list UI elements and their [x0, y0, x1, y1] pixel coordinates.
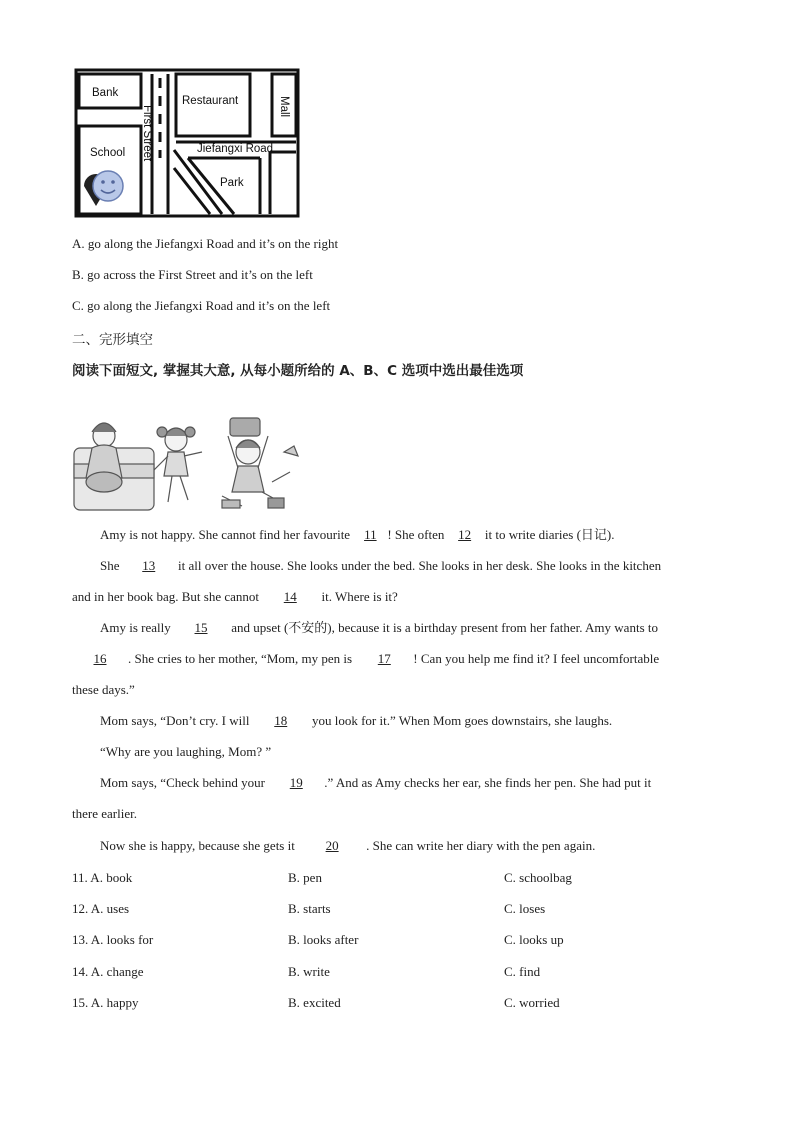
blank-11: 11: [364, 527, 377, 542]
option-c: C. worried: [504, 995, 560, 1010]
passage-paragraph-6-cont: there earlier.: [72, 806, 137, 821]
passage-illustration: [72, 412, 304, 516]
blank-20: 20: [325, 838, 339, 853]
blank-15: 15: [194, 620, 208, 635]
option-b: B. excited: [288, 995, 341, 1010]
option-b: B. starts: [288, 901, 331, 916]
option-a: 11. A. book: [72, 870, 133, 885]
map-label-first-street: First Street: [141, 105, 153, 162]
section-title: 二、完形填空: [72, 332, 153, 348]
blank-19: 19: [289, 775, 303, 790]
passage-paragraph-2: She 13 it all over the house. She looks under the bed. She looks in her desk. She looks in the kitchen: [72, 550, 750, 581]
option-a: 14. A. change: [72, 964, 144, 979]
question-10-option-c: C. go along the Jiefangxi Road and it’s on the left: [72, 298, 331, 313]
blank-17: 17: [377, 651, 391, 666]
question-12: [72, 901, 722, 921]
question-11: [72, 870, 722, 890]
passage-paragraph-1: Amy is not happy. She cannot find her favourite 11 ! She often 12 it to write diaries (日记).: [72, 519, 750, 550]
passage-paragraph-3-end: these days.”: [72, 682, 135, 697]
option-c: C. looks up: [504, 932, 564, 947]
map-label-school: School: [90, 147, 126, 159]
passage-paragraph-4: Mom says, “Don’t cry. I will 18 you look for it.” When Mom goes downstairs, she laughs.: [72, 705, 750, 736]
question-14: [72, 964, 722, 984]
map-label-mall: Mall: [278, 96, 290, 118]
blank-12: 12: [458, 527, 472, 542]
option-a: 13. A. looks for: [72, 932, 154, 947]
blank-14: 14: [283, 589, 297, 604]
question-10-option-a: A. go along the Jiefangxi Road and it’s on the right: [72, 236, 339, 251]
section-instruction: 阅读下面短文, 掌握其大意, 从每小题所给的 A、B、C 选项中选出最佳选项: [72, 363, 524, 379]
street-map: [74, 68, 300, 218]
passage-paragraph-5: “Why are you laughing, Mom? ”: [100, 744, 272, 759]
option-c: C. schoolbag: [504, 870, 572, 885]
passage-paragraph-6: Mom says, “Check behind your 19 .” And as Amy checks her ear, she finds her pen. She had put it: [72, 767, 750, 798]
question-13: [72, 932, 722, 952]
blank-16: 16: [93, 651, 107, 666]
map-label-park: Park: [220, 177, 244, 189]
option-b: B. pen: [288, 870, 322, 885]
blank-13: 13: [142, 558, 156, 573]
question-10-option-b: B. go across the First Street and it’s on the left: [72, 267, 313, 282]
passage-paragraph-3: Amy is really 15 and upset (不安的), because it is a birthday present from her father. Amy wants to: [72, 612, 750, 643]
option-b: B. write: [288, 964, 330, 979]
passage-paragraph-7: Now she is happy, because she gets it 20 . She can write her diary with the pen again.: [72, 830, 750, 861]
question-15: [72, 995, 722, 1015]
passage-paragraph-2-cont: and in her book bag. But she cannot 14 it. Where is it?: [72, 581, 722, 612]
option-c: C. loses: [504, 901, 546, 916]
map-label-jiefangxi-road: Jiefangxi Road: [197, 143, 274, 155]
passage-paragraph-3-cont: 16 . She cries to her mother, “Mom, my pen is 17 ! Can you help me find it? I feel uncomfortable: [72, 643, 722, 674]
option-c: C. find: [504, 964, 541, 979]
option-b: B. looks after: [288, 932, 359, 947]
blank-18: 18: [274, 713, 288, 728]
map-label-bank: Bank: [92, 87, 119, 99]
option-a: 12. A. uses: [72, 901, 130, 916]
option-a: 15. A. happy: [72, 995, 139, 1010]
map-label-restaurant: Restaurant: [182, 95, 239, 107]
